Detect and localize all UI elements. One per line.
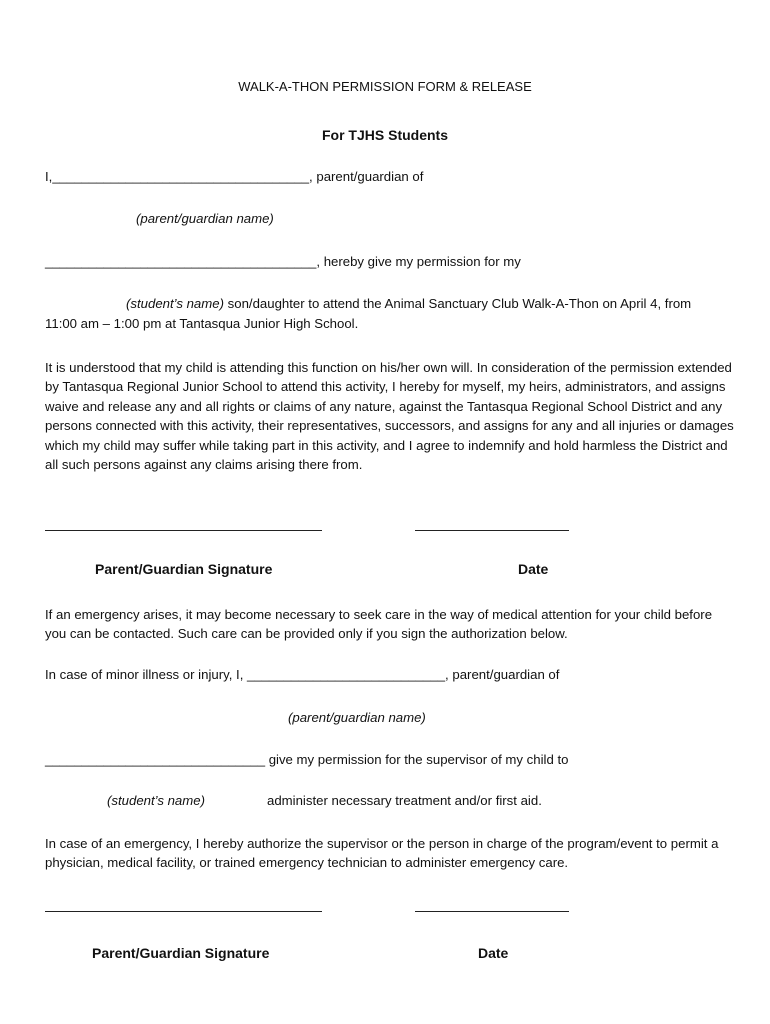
emergency-paragraph: In case of an emergency, I hereby authorize the supervisor or the person in charge of the program/event to permit a physician, medical facility, or trained emergency technician to administer emergency care. [45,836,719,871]
event-time-text: 11:00 am – 1:00 pm at Tantasqua Junior High School. [45,316,359,331]
form-subtitle: For TJHS Students [321,127,448,143]
supervisor-permission-line: ______________________________ give my permission for the supervisor of my child to [45,752,569,767]
date-line-1 [415,530,569,531]
signature-line-1 [45,530,322,531]
release-paragraph: It is understood that my child is attending this function on his/her own will. In consideration of the permission extended by Tantasqua Regional Junior School to attend this activity, I hereby for myself, my heirs, administrators, and assigns waive and release any and all rights or claims of any nature, against the Tantasqua Regional School District and any persons connected with this activity, their representatives, successors, and assigns for any and all injuries or damages which my child may suffer while taking part in this activity, and I agree to indemnify and hold harmless the District and all such persons against any claims arising there from. [45,360,734,473]
administer-treatment-text: administer necessary treatment and/or first aid. [267,793,542,808]
student-permission-text [126,296,691,311]
emergency-intro: If an emergency arises, it may become necessary to seek care in the way of medical attention for your child before you can be contacted. Such care can be provided only if you sign the authorization below. [45,607,713,642]
signature-label-2: Parent/Guardian Signature [92,945,270,961]
signature-line-2 [45,911,322,912]
signature-label-1: Parent/Guardian Signature [95,561,273,577]
date-label-2: Date [478,945,509,961]
form-title: WALK-A-THON PERMISSION FORM & RELEASE [238,79,532,94]
guardian-name-caption: (parent/guardian name) [136,211,274,226]
student-permission-text-a: son/daughter to attend the Animal Sanctuary Club Walk-A-Thon on April 4, from [223,296,692,311]
minor-guardian-caption: (parent/guardian name) [288,710,426,725]
student-name-caption: (student’s name) [126,296,224,311]
student-name-caption-2: (student’s name) [107,793,205,808]
guardian-name-line: I,___________________________________, parent/guardian of [45,169,424,184]
minor-illness-line: In case of minor illness or injury, I, ___________________________, parent/guardian of [45,667,560,682]
student-name-line: _____________________________________, hereby give my permission for my [45,254,521,269]
date-line-2 [415,911,569,912]
date-label-1: Date [518,561,549,577]
